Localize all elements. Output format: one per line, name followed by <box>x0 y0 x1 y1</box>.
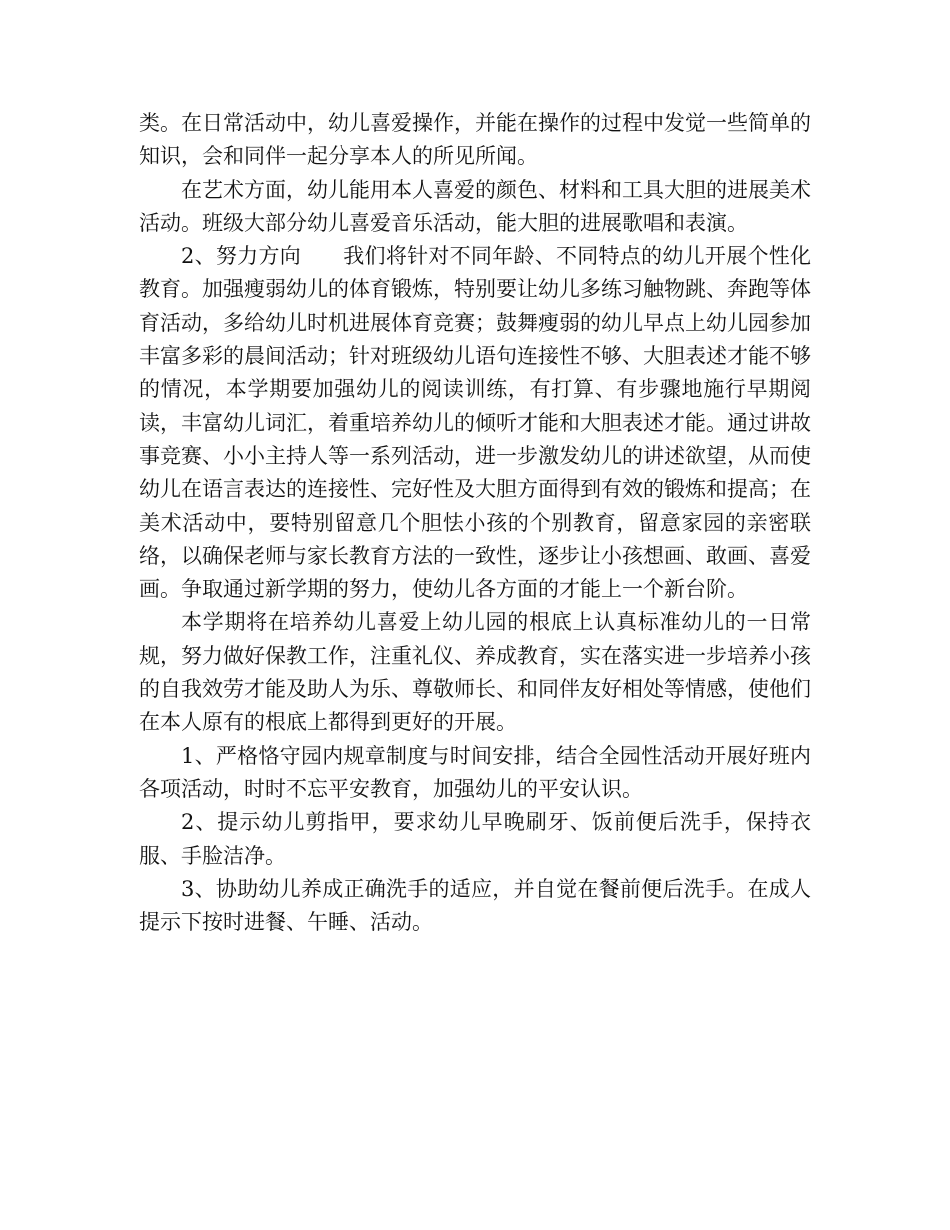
document-body <box>139 107 811 939</box>
list-item-3: 3、协助幼儿养成正确洗手的适应，并自觉在餐前便后洗手。在成人提示下按时进餐、午睡、活动。 <box>139 876 811 935</box>
paragraph-1: 类。在日常活动中，幼儿喜爱操作，并能在操作的过程中发觉一些简单的知识，会和同伴一起分享本人的所见所闻。 <box>139 111 811 169</box>
list-item-2: 2、提示幼儿剪指甲，要求幼儿早晚刷牙、饭前便后洗手，保持衣服、手脸洁净。 <box>139 810 811 868</box>
list-item-1: 1、严格恪守园内规章制度与时间安排，结合全园性活动开展好班内各项活动，时时不忘平安教育，加强幼儿的平安认识。 <box>139 743 811 801</box>
paragraph-3-text: 我们将针对不同年龄、不同特点的幼儿开展个性化教育。加强瘦弱幼儿的体育锻炼，特别要让幼儿多练习触物跳、奔跑等体育活动，多给幼儿时机进展体育竞赛；鼓舞瘦弱的幼儿早点上幼儿园参加丰富多彩的晨间活动；针对班级幼儿语句连接性不够、大胆表述才能不够的情况，本学期要加强幼儿的阅读训练，有打算、有步骤地施行早期阅读，丰富幼儿词汇，着重培养幼儿的倾听才能和大胆表述才能。通过讲故事竞赛、小小主持人等一系列活动，进一步激发幼儿的讲述欲望，从而使幼儿在语言表达的连接性、完好性及大胆方面得到有效的锻炼和提高；在美术活动中，要特别留意几个胆怯小孩的个别教育，留意家园的亲密联络，以确保老师与家长教育方法的一致性，逐步让小孩想画、敢画、喜爱画。争取通过新学期的努力，使幼儿各方面的才能上一个新台阶。 <box>139 244 811 602</box>
paragraph-4: 本学期将在培养幼儿喜爱上幼儿园的根底上认真标准幼儿的一日常规，努力做好保教工作，注重礼仪、养成教育，实在落实进一步培养小孩的自我效劳才能及助人为乐、尊敬师长、和同伴友好相处等情感，使他们在本人原有的根底上都得到更好的开展。 <box>139 610 811 735</box>
paragraph-3 <box>139 240 811 606</box>
section-heading-effort-direction: 2、努力方向 <box>181 244 301 269</box>
paragraph-2: 在艺术方面，幼儿能用本人喜爱的颜色、材料和工具大胆的进展美术活动。班级大部分幼儿喜爱音乐活动，能大胆的进展歌唱和表演。 <box>139 177 811 235</box>
